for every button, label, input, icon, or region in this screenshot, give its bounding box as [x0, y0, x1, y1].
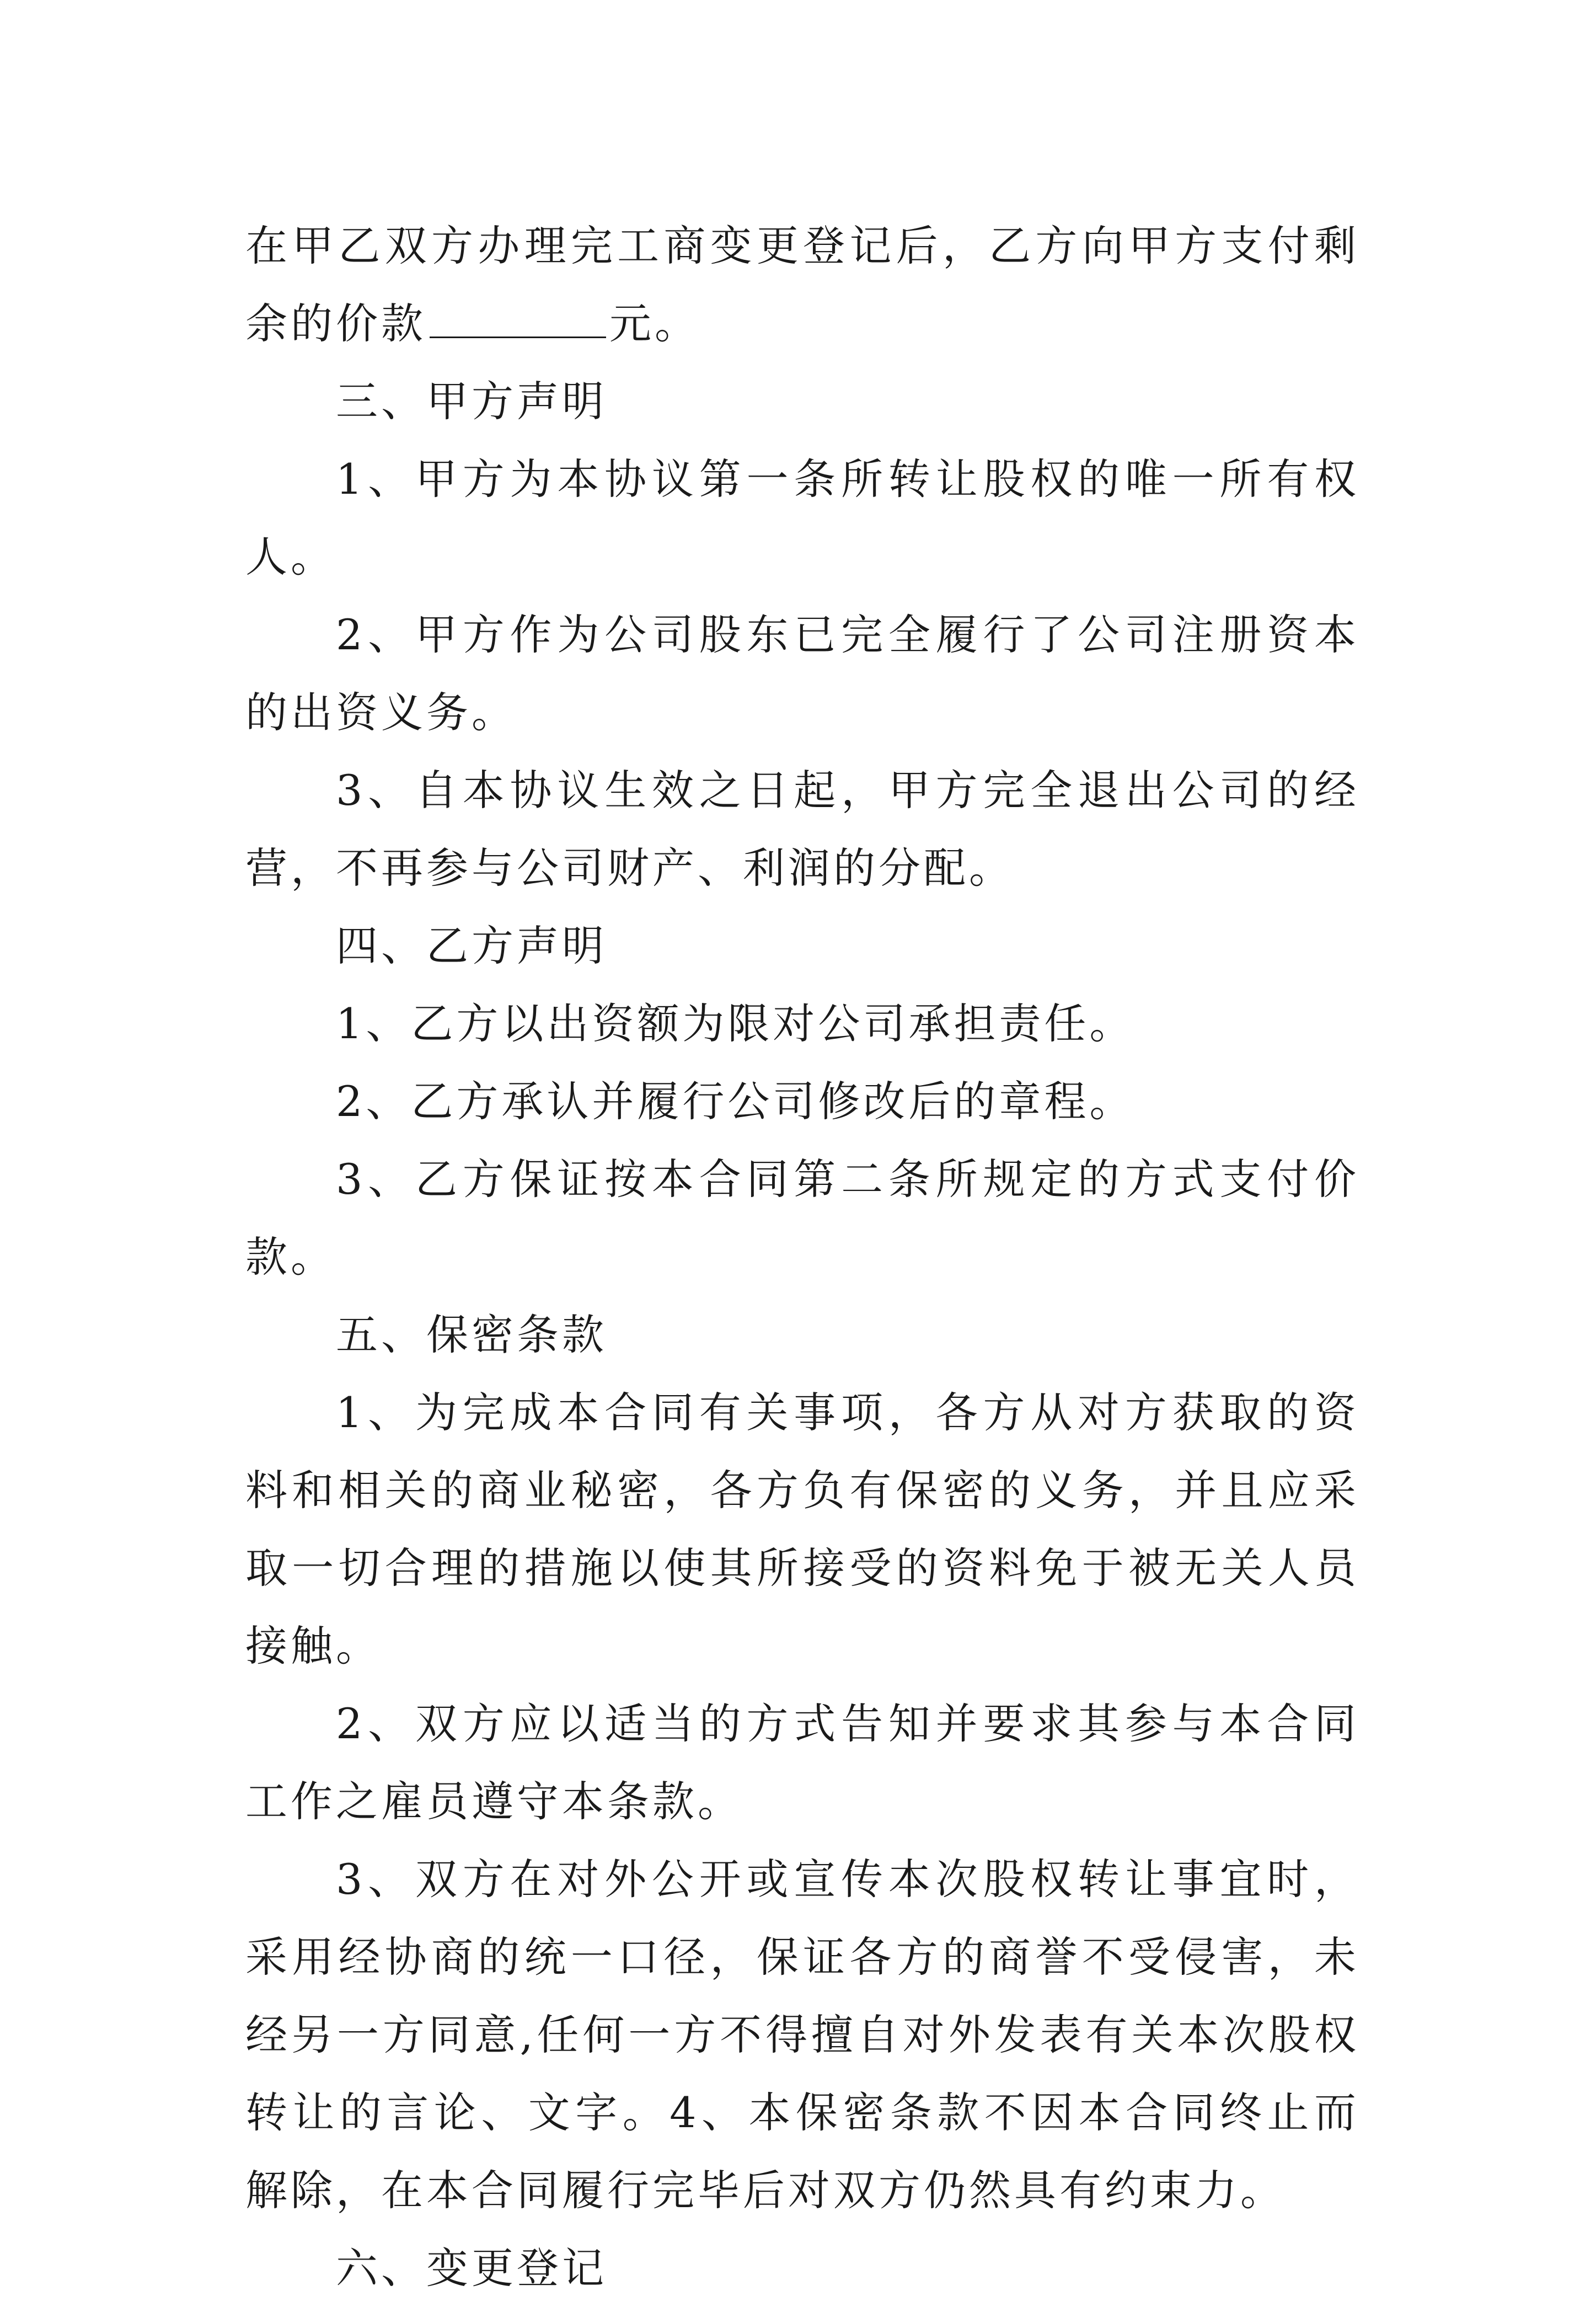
- confidentiality-clause-2: 2、双方应以适当的方式告知并要求其参与本合同工作之雇员遵守本条款。: [245, 1699, 1359, 1826]
- section-heading-confidentiality: 五、保密条款: [336, 1310, 607, 1359]
- section-heading-registration: 六、变更登记: [336, 2244, 607, 2293]
- party-b-clause-2: 2、乙方承认并履行公司修改后的章程。: [336, 1077, 1135, 1126]
- party-a-clause-2: 2、甲方作为公司股东已完全履行了公司注册资本的出资义务。: [245, 610, 1359, 737]
- section-heading-party-b: 四、乙方声明: [336, 921, 607, 970]
- confidentiality-clause-3: 3、双方在对外公开或宣传本次股权转让事宜时，采用经协商的统一口径，保证各方的商誉不受侵害，未经另一方同意,任何一方不得擅自对外发表有关本次股权转让的言论、文字。4、本保密条款不因本合同终止而解除，在本合同履行完毕后对双方仍然具有约束力。: [245, 1855, 1359, 2215]
- section-heading-party-a: 三、甲方声明: [336, 377, 607, 426]
- payment-text-end: 元。: [609, 299, 700, 348]
- party-a-clause-3: 3、自本协议生效之日起，甲方完全退出公司的经营，不再参与公司财产、利润的分配。: [245, 766, 1359, 893]
- party-b-clause-1: 1、乙方以出资额为限对公司承担责任。: [336, 999, 1135, 1048]
- party-a-clause-1: 1、甲方为本协议第一条所转让股权的唯一所有权人。: [245, 455, 1359, 581]
- confidentiality-clause-1: 1、为完成本合同有关事项，各方从对方获取的资料和相关的商业秘密，各方负有保密的义务，并且应采取一切合理的措施以使其所接受的资料免于被无关人员接触。: [245, 1388, 1359, 1670]
- amount-blank: [430, 303, 606, 338]
- party-b-clause-3: 3、乙方保证按本合同第二条所规定的方式支付价款。: [245, 1155, 1359, 1281]
- payment-text: 在甲乙双方办理完工商变更登记后，乙方向甲方支付剩余的价款: [245, 221, 1359, 348]
- document-body: [245, 207, 1359, 2307]
- payment-paragraph: [245, 207, 1359, 362]
